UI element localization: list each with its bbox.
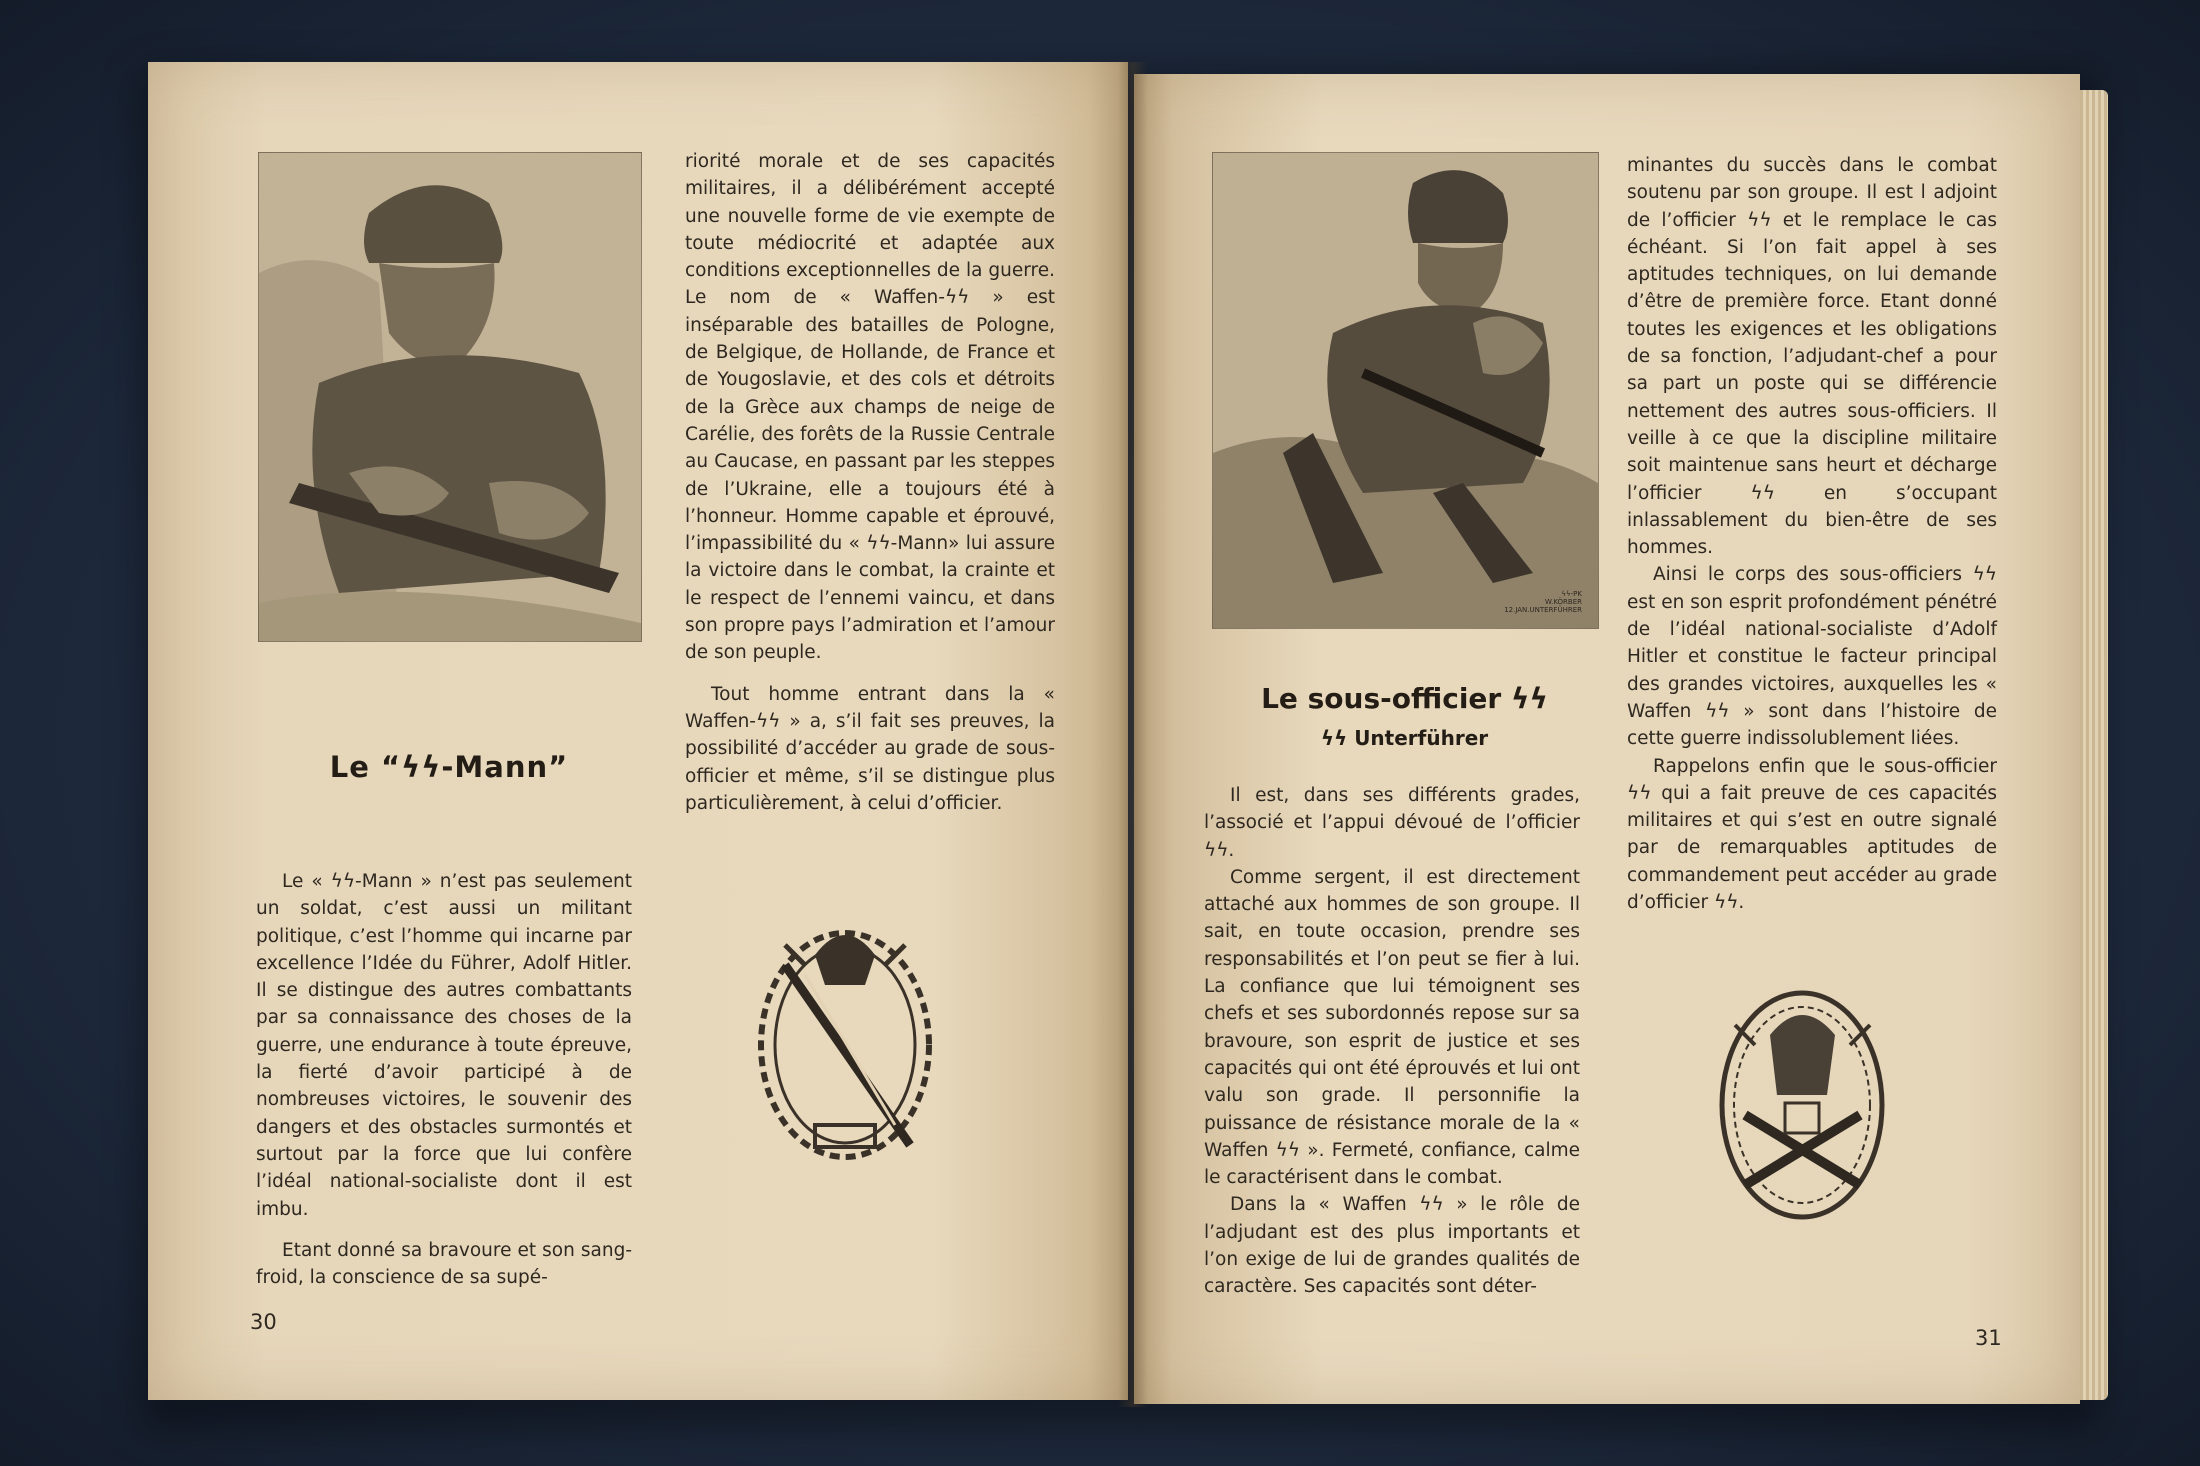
soldier-rifle-illustration [258,152,642,642]
paragraph: Dans la « Waffen ϟϟ » le rôle de l’adjudant est des plus importants et l’on exige de lui de grandes qualités de caractère. Ses capacités sont déter- [1204,1194,1580,1298]
paragraph: Ainsi le corps des sous-officiers ϟϟ est en son esprit profondément pénétré de l’idéal national-socialiste d’Adolf Hitler et constitue le facteur principal des grandes victoires, auxquelles les « Waffen ϟϟ » sont dans l’histoire de cette guerre indissolublement liées. [1627,564,1997,750]
infantry-assault-badge-emblem [745,895,945,1175]
left-column-2 [685,148,1055,817]
right-page-title: Le sous-officier ϟϟ [1261,682,1548,715]
nco-drawing [1213,153,1598,628]
nco-submachine-gun-illustration [1212,152,1599,629]
paragraph: Etant donné sa bravoure et son sang-froid, la conscience de sa supé- [256,1239,632,1289]
right-column-2 [1627,152,1997,916]
left-page-title: Le “ϟϟ-Mann” [329,750,569,784]
illustration-signature: ϟϟ-PK W.KÖRBER 12.JAN.UNTERFÜHRER [1504,590,1582,614]
left-column-1 [256,868,632,1291]
paragraph: Il est, dans ses différents grades, l’associé et l’appui dévoué de l’officier ϟϟ. [1204,785,1580,861]
soldier-rifle-drawing [259,153,641,641]
right-page-subtitle: ϟϟ Unterführer [1320,726,1489,750]
general-assault-badge-emblem [1715,985,1890,1225]
right-page-number: 31 [1975,1326,2002,1350]
page-edges [2080,90,2108,1400]
right-column-1 [1204,782,1580,1301]
book-gutter [1118,62,1148,1407]
paragraph: Tout homme entrant dans la « Waffen-ϟϟ » a, s’il fait ses preuves, la possibilité d’accéder au grade de sous-officier et même, s’il se distingue plus particulièrement, à celui d’officier. [685,683,1055,814]
left-page-number: 30 [250,1310,277,1334]
general-badge-drawing [1715,985,1890,1225]
paragraph: minantes du succès dans le combat soutenu par son groupe. Il est l adjoint de l’officier ϟϟ et le remplace le cas échéant. Si l’on fait appel à ses aptitudes techniques, on lui demande d’être de première force. Etant donné toutes les exigences et les obligations de sa fonction, l’adjudant-chef a pour sa part un poste qui se différencie nettement des autres sous-officiers. Il veille à ce que la discipline militaire soit maintenue sans heurt et décharge l’officier ϟϟ en s’occupant inlassablement du bien-être de ses hommes. [1627,155,1997,559]
paragraph: Le « ϟϟ-Mann » n’est pas seulement un soldat, c’est aussi un militant politique, c’est l’homme qui incarne par excellence l’Idée du Führer, Adolf Hitler. Il se distingue des autres combattants par sa connaissance des choses de la guerre, une endurance à toute épreuve, la fierté d’avoir participé à de nombreuses victoires, le souvenir des dangers et des obstacles surmontés et surtout par la force que lui confère l’idéal national-socialiste dont il est imbu. [256,871,632,1220]
paragraph: riorité morale et de ses capacités militaires, il a délibérément accepté une nouvelle forme de vie exempte de toute médiocrité et adaptée aux conditions exceptionnelles de la guerre. Le nom de « Waffen-ϟϟ » est inséparable des batailles de Pologne, de Belgique, de Hollande, de France et de Yougoslavie, et des cols et détroits de la Grèce aux champs de neige de Carélie, des forêts de la Russie Centrale au Caucase, en passant par les steppes de l’Ukraine, elle a toujours été à l’honneur. Homme capable et éprouvé, l’impassibilité du « ϟϟ-Mann» lui assure la victoire dans le combat, la crainte et le respect de l’ennemi vaincu, et dans son propre pays l’admiration et l’amour de son peuple. [685,151,1055,664]
infantry-badge-drawing [745,895,945,1175]
paragraph: Rappelons enfin que le sous-officier ϟϟ qui a fait preuve de ces capacités militaires et qui s’est en outre signalé par de remarquables aptitudes de commandement peut accéder au grade d’officier ϟϟ. [1627,755,1997,914]
paragraph: Comme sergent, il est directement attaché aux hommes de son groupe. Il sait, en toute occasion, prendre ses responsabilités et l’on peut se fier à lui. La confiance que lui témoignent ses chefs et ses subordonnés repose sur sa bravoure, son esprit de justice et ses capacités qui ont été éprouvés et lui ont valu son grade. Il personnifie la puissance de résistance morale de la « Waffen ϟϟ ». Fermeté, confiance, calme le caractérisent dans le combat. [1204,866,1580,1189]
